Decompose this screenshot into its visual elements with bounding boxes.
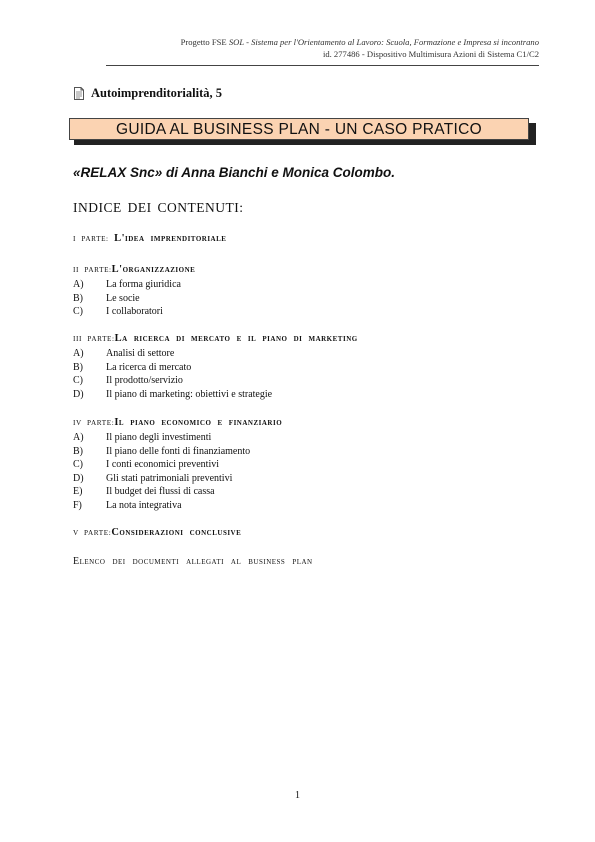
list-item: C) Il prodotto/servizio [73,375,183,386]
section-title [73,86,222,101]
part-2-items [73,278,181,319]
list-item: B) Il piano delle fonti di finanziamento [73,445,251,457]
part-heading-1: I PARTE: L'idea imprenditoriale [73,233,227,244]
part-heading-2: II PARTE:L'organizzazione [73,264,196,275]
part-heading-4: IV PARTE:Il piano economico e finanziario [73,417,283,428]
list-item: A) La forma giuridica [73,279,181,290]
page-header [60,36,539,60]
attachments-list-heading: Elenco dei documenti allegati al business plan [73,556,313,567]
section-title-text: Autoimprenditorialità, 5 [91,86,223,100]
list-item: C) I conti economici preventivi [73,459,220,470]
list-item: C) I collaboratori [73,306,163,317]
list-item: A) Analisi di settore [73,348,175,359]
list-item: E) Il budget dei flussi di cassa [73,486,215,497]
list-item: B) La ricerca di mercato [73,361,192,373]
list-item: B) Le socie [73,292,140,304]
part-3-items [73,347,272,401]
list-item: D) Il piano di marketing: obiettivi e strategie [73,388,273,400]
part-heading-3: III PARTE:La ricerca di mercato e il piano di marketing [73,333,358,344]
index-heading: INDICE DEI CONTENUTI: [73,200,244,215]
part-4-items [73,431,250,512]
list-item: F) La nota integrativa [73,499,182,511]
header-line-1: Progetto FSE SOL - Sistema per l'Orientamento al Lavoro: Scuola, Formazione e Impresa si incontrano [180,37,539,47]
case-subtitle: «RELAX Snc» di Anna Bianchi e Monica Colombo. [73,165,396,180]
part-heading-5: V PARTE:Considerazioni conclusive [73,527,242,538]
list-item: D) Gli stati patrimoniali preventivi [73,472,233,484]
title-banner: GUIDA AL BUSINESS PLAN - UN CASO PRATICO [69,118,529,140]
list-item: A) Il piano degli investimenti [73,432,212,443]
header-divider [106,65,539,66]
header-line-2: id. 277486 - Dispositivo Multimisura Azioni di Sistema C1/C2 [322,49,539,59]
document-icon [73,87,85,100]
page-number: 1 [295,790,300,801]
